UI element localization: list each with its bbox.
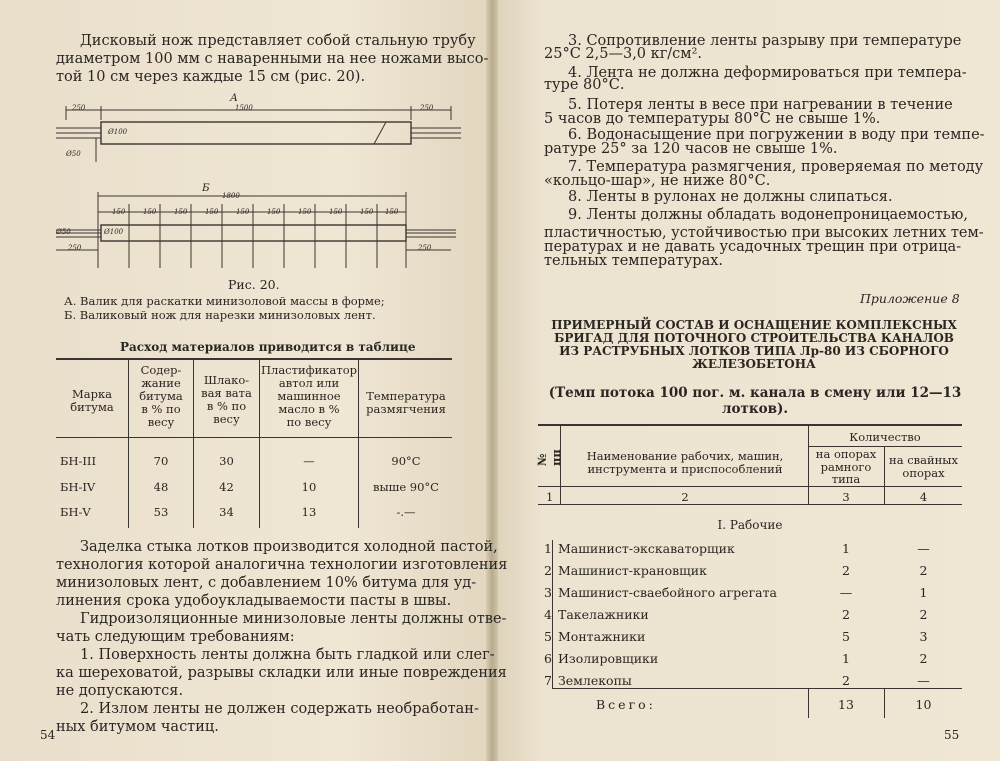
section-workers: I. Рабочие (717, 518, 783, 532)
body-line-10: 2. Излом ленты не должен содержать необработан- (80, 701, 479, 717)
header-temperature: Температура размягчения (366, 389, 446, 416)
cell-slagwool: 42 (219, 480, 234, 494)
heading-line-3: ИЗ РАСТРУБНЫХ ЛОТКОВ ТИПА Лр-80 ИЗ СБОРНОГО (559, 344, 949, 358)
dim-b-4: 150 (205, 208, 219, 216)
row-number: 4 (544, 607, 552, 622)
row-name: Землекопы (558, 673, 632, 688)
materials-table-title: Расход материалов приводится в таблице (120, 340, 416, 354)
header-frame-supports: на опорах рамного типа (815, 447, 877, 486)
figure-label-b: Б (202, 182, 210, 194)
req-line-9: 7. Температура размягчения, проверяемая по методу (568, 159, 984, 175)
dim-b-5: 150 (236, 208, 250, 216)
table-top-rule (56, 358, 452, 360)
req-line-10: «кольцо-шар», не ниже 80°С. (544, 173, 771, 189)
crew-table-index-rule (538, 504, 962, 505)
heading-line-4: ЖЕЛЕЗОБЕТОНА (692, 357, 816, 371)
cell-brand: БН-IV (60, 480, 96, 494)
dim-b-12: 250 (418, 244, 432, 252)
index-col-1: 1 (546, 490, 554, 504)
req-line-15: тельных температурах. (544, 253, 724, 269)
crew-table-header-rule (538, 486, 962, 487)
crew-table-total-rule (552, 688, 962, 689)
header-slagwool: Шлако- вая вата в % по весу (201, 373, 252, 426)
dim-a-1: 250 (72, 104, 86, 112)
cell-temperature: выше 90°С (373, 480, 439, 494)
row-number: 1 (544, 541, 552, 556)
body-line-1: Заделка стыка лотков производится холодной пастой, (80, 539, 498, 555)
row-name: Монтажники (558, 629, 646, 644)
row-frame-count: — (839, 585, 853, 600)
dim-b-10: 150 (385, 208, 399, 216)
req-line-11: 8. Ленты в рулонах не должны слипаться. (568, 189, 893, 205)
dim-b-3: 150 (174, 208, 188, 216)
row-pile-count: — (917, 541, 930, 556)
total-pile-count: 10 (915, 697, 932, 712)
dim-b-8: 150 (329, 208, 343, 216)
cell-brand: БН-III (60, 454, 96, 468)
page-number-left: 54 (40, 728, 56, 742)
cell-plasticizer: 13 (301, 505, 317, 519)
crew-table-num-divider (552, 540, 553, 688)
dim-b-total: 1800 (222, 192, 240, 200)
req-line-5: 5. Потеря ленты в весе при нагревании в течение (568, 97, 953, 113)
req-line-12: 9. Ленты должны обладать водонепроницаемостью, (568, 207, 969, 223)
dim-b-7: 150 (298, 208, 312, 216)
row-pile-count: — (917, 673, 930, 688)
row-frame-count: 5 (842, 629, 850, 644)
dim-b-2: 150 (143, 208, 157, 216)
crew-table-top-rule (538, 424, 962, 426)
req-line-7: 6. Водонасыщение при погружении в воду при темпе- (568, 127, 985, 143)
body-line-7: 1. Поверхность ленты должна быть гладкой или слег- (80, 647, 495, 663)
req-line-3: 4. Лента не должна деформироваться при темпера- (568, 65, 967, 81)
row-name: Машинист-крановщик (558, 563, 707, 578)
header-number: № пп (535, 449, 563, 466)
figure-label-a: А (230, 92, 238, 104)
index-col-2: 2 (681, 490, 689, 504)
cell-bitumen: 53 (153, 505, 169, 519)
header-bitumen: Содер- жание битума в % по весу (139, 363, 183, 429)
dim-b-1: 150 (112, 208, 126, 216)
header-quantity: Количество (849, 430, 921, 444)
heading-line-1: ПРИМЕРНЫЙ СОСТАВ И ОСНАЩЕНИЕ КОМПЛЕКСНЫХ (551, 318, 957, 332)
body-line-5: Гидроизоляционные минизоловые ленты должны отве- (80, 611, 507, 627)
cell-slagwool: 30 (219, 454, 234, 468)
row-number: 2 (544, 563, 552, 578)
row-name: Машинист-сваебойного агрегата (558, 585, 777, 600)
subheading-line-2: лотков). (721, 401, 789, 417)
body-line-8: ка шереховатой, разрывы складки или иные повреждения (56, 665, 507, 681)
header-plasticizer: Пластификатор автол или машинное масло в % по весу (260, 363, 357, 429)
total-frame-count: 13 (838, 697, 854, 712)
body-line-11: ных битумом частиц. (56, 719, 219, 735)
index-col-3: 3 (842, 490, 850, 504)
dim-b-14: Ø50 (56, 228, 71, 236)
row-name: Изолировщики (558, 651, 659, 666)
cell-temperature: -.— (396, 505, 416, 519)
req-line-14: пературах и не давать усадочных трещин при отрица- (544, 239, 962, 255)
row-name: Машинист-экскаваторщик (558, 541, 735, 556)
row-frame-count: 2 (842, 607, 850, 622)
header-name: Наименование рабочих, машин, инструмента и приспособлений (586, 449, 784, 476)
req-line-8: ратуре 25° за 120 часов не свыше 1%. (544, 141, 838, 157)
cell-slagwool: 34 (219, 505, 234, 519)
cell-brand: БН-V (60, 505, 91, 519)
row-number: 3 (544, 585, 552, 600)
page-number-right: 55 (944, 728, 960, 742)
row-number: 6 (544, 651, 552, 666)
cell-bitumen: 70 (153, 454, 169, 468)
dim-a-3: 250 (420, 104, 434, 112)
row-number: 7 (544, 673, 552, 688)
figure-caption: Рис. 20. (228, 277, 280, 292)
row-pile-count: 1 (919, 585, 928, 600)
body-line-6: чать следующим требованиям: (56, 629, 295, 645)
req-line-2: 25°С 2,5—3,0 кг/см². (544, 46, 702, 62)
intro-line-1: Дисковый нож представляет собой стальную трубу (80, 33, 476, 49)
req-line-4: туре 80°С. (544, 77, 625, 93)
subheading-line-1: (Темп потока 100 пог. м. канала в смену или 12—13 (548, 385, 962, 401)
cell-temperature: 90°С (391, 454, 421, 468)
body-line-3: минизоловых лент, с добавлением 10% битума для уд- (56, 575, 477, 591)
req-line-1: 3. Сопротивление ленты разрыву при температуре (568, 33, 962, 49)
header-pile-supports: на свайных опорах (889, 453, 958, 480)
appendix-label: Приложение 8 (860, 291, 960, 306)
row-pile-count: 3 (919, 629, 928, 644)
table-header-rule (56, 437, 452, 438)
dim-b-11: 250 (68, 244, 82, 252)
intro-line-3: той 10 см через каждые 15 см (рис. 20). (56, 69, 366, 85)
intro-line-2: диаметром 100 мм с наваренными на нее ножами высо- (56, 51, 489, 67)
row-frame-count: 2 (842, 673, 850, 688)
row-frame-count: 1 (842, 651, 850, 666)
header-brand: Марка битума (70, 387, 114, 414)
heading-line-2: БРИГАД ДЛЯ ПОТОЧНОГО СТРОИТЕЛЬСТВА КАНАЛОВ (554, 331, 954, 345)
cell-plasticizer: 10 (301, 480, 317, 494)
dim-a-2: 1500 (235, 104, 253, 112)
dim-a-5: Ø50 (66, 150, 81, 158)
row-frame-count: 1 (842, 541, 850, 556)
req-line-6: 5 часов до температуры 80°С не свыше 1%. (544, 111, 881, 127)
dim-b-9: 150 (360, 208, 374, 216)
row-number: 5 (544, 629, 552, 644)
body-line-2: технология которой аналогична технологии изготовления (56, 557, 508, 573)
row-frame-count: 2 (842, 563, 850, 578)
total-label: Всего: (596, 697, 656, 712)
body-line-4: линения срока удобоукладываемости пасты в швы. (56, 593, 452, 609)
figure-legend-b: Б. Валиковый нож для нарезки минизоловых лент. (64, 308, 376, 322)
table-col-divider (358, 358, 359, 528)
row-pile-count: 2 (919, 607, 928, 622)
figure-legend-a: А. Валик для раскатки минизоловой массы в форме; (64, 294, 385, 308)
body-line-9: не допускаются. (56, 683, 184, 699)
row-pile-count: 2 (919, 563, 928, 578)
dim-a-4: Ø100 (108, 128, 128, 136)
req-line-13: пластичностью, устойчивостью при высоких летних тем- (544, 225, 984, 241)
cell-bitumen: 48 (153, 480, 169, 494)
row-pile-count: 2 (919, 651, 928, 666)
dim-b-6: 150 (267, 208, 281, 216)
cell-plasticizer: — (303, 454, 315, 468)
dim-b-13: Ø100 (104, 228, 124, 236)
row-name: Такелажники (558, 607, 649, 622)
index-col-4: 4 (919, 490, 928, 504)
